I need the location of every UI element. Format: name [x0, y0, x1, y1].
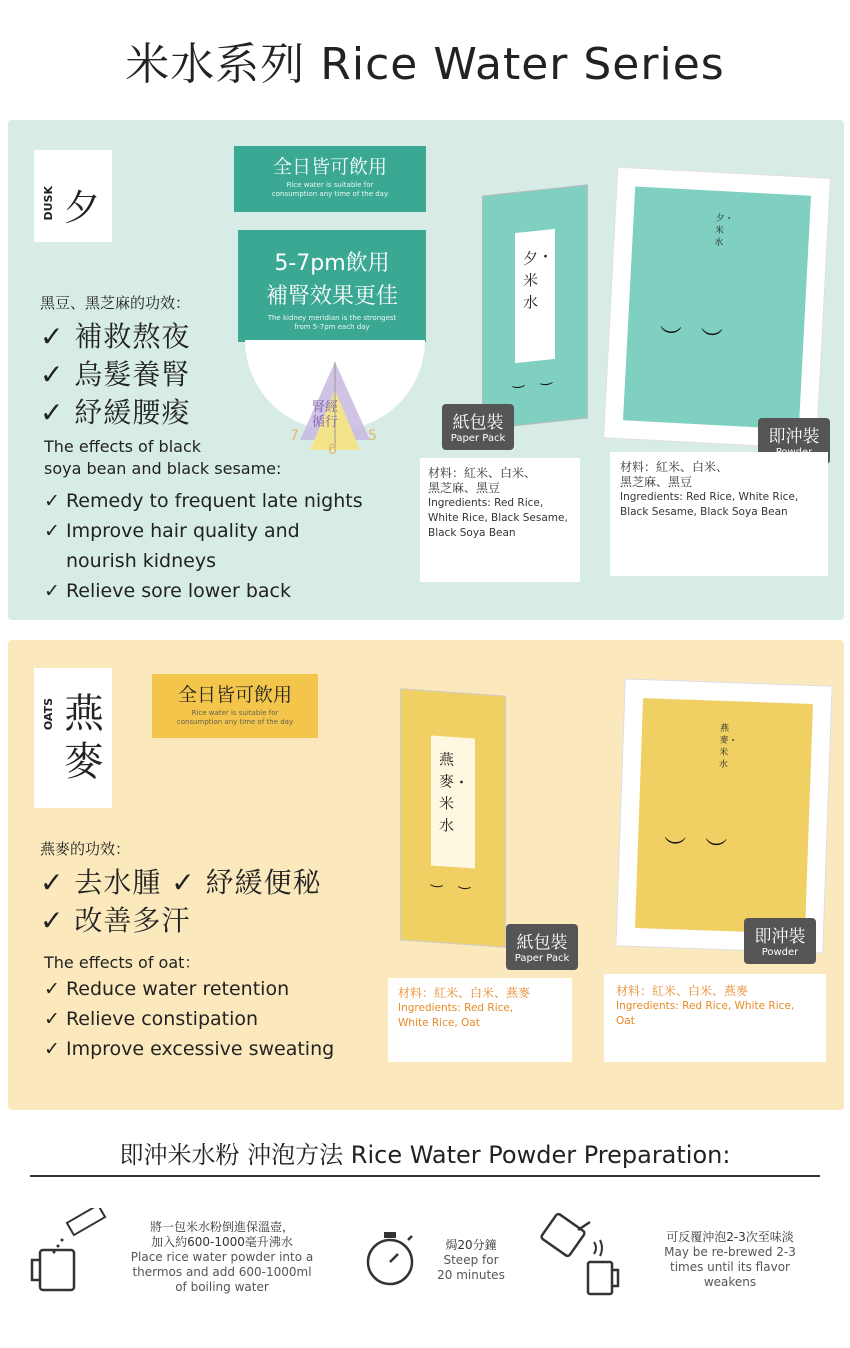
dusk-effects-en-header-2: soya bean and black sesame:: [44, 459, 282, 478]
prep-step-1-zh-2: 加入約600-1000毫升沸水: [151, 1235, 293, 1249]
dusk-powder-ingredients: [610, 452, 828, 576]
oats-powder-pack-image: [615, 678, 832, 953]
oats-pack-ing-en-1: Ingredients: Red Rice,: [398, 1002, 514, 1014]
oats-powder-label: [744, 918, 816, 964]
prep-step-2: [426, 1238, 516, 1283]
oats-pack-ing-en-2: White Rice, Oat: [398, 1017, 480, 1029]
oats-effects-zh-header: 燕麥的功效：: [40, 840, 131, 858]
dusk-paper-pack-zh: 紙包裝: [452, 413, 504, 433]
oats-tag-en: OATS: [42, 698, 55, 731]
dusk-effect-zh-2: ✓ 烏髮養腎: [40, 358, 191, 391]
oats-paper-pack-zh: 紙包裝: [516, 933, 568, 953]
oats-box-text: 燕麥・米水: [439, 750, 470, 836]
oats-effects-en-header: The effects of oat：: [44, 953, 201, 972]
oats-effect-zh-1: ✓ 去水腫 ✓ 紓緩便秘: [40, 866, 322, 899]
dusk-box-eyes: ‿ ‿: [513, 368, 558, 390]
oats-anytime-zh: 全日皆可飲用: [177, 684, 292, 706]
prep-step-2-zh: 焗20分鐘: [445, 1238, 497, 1252]
dusk-pack-ing-zh-2: 黑芝麻、黑豆: [428, 481, 501, 495]
prep-step-1-en-2: thermos and add 600-1000ml: [132, 1265, 312, 1279]
dusk-powder-eyes: ︶ ︶: [658, 325, 729, 354]
oats-powder-zh: 即沖裝: [754, 927, 806, 947]
sachet-thermos-icon: [28, 1208, 108, 1298]
dusk-effects-en-header: [44, 436, 281, 480]
prep-step-1-zh-1: 將一包米水粉倒進保溫壺，: [149, 1220, 294, 1234]
dusk-tag-en: DUSK: [42, 186, 55, 221]
prep-step-2-en-1: Steep for: [443, 1253, 499, 1267]
dusk-powder-zh: 即沖裝: [768, 427, 820, 447]
dusk-tag: [34, 150, 112, 242]
oats-paper-pack-label: [506, 924, 578, 970]
oats-effects-zh: [40, 864, 322, 940]
dusk-powder-ing-zh-1: 材料：紅米、白米、: [620, 460, 729, 474]
dusk-powder-ing-en-2: Black Sesame, Black Soya Bean: [620, 506, 788, 518]
oats-powder-eyes: ︶ ︶: [663, 835, 734, 864]
dusk-evening-en: The kidney meridian is the strongest from 5-7pm each day: [267, 314, 397, 331]
prep-title: 即沖米水粉 沖泡方法 Rice Water Powder Preparation:: [119, 1141, 731, 1169]
oats-effects-en: [44, 974, 334, 1064]
clock-5: 5: [368, 428, 377, 444]
prep-step-3: [630, 1230, 830, 1290]
oats-powder-ing-en-1: Ingredients: Red Rice, White Rice,: [616, 1000, 795, 1012]
dusk-anytime-en: Rice water is suitable for consumption any time of the day: [271, 181, 389, 198]
dusk-anytime-badge: [234, 146, 426, 212]
prep-step-2-en-2: 20 minutes: [437, 1268, 505, 1282]
dusk-box-text: 夕・米水: [523, 247, 554, 313]
dusk-paper-pack-en: Paper Pack: [450, 433, 506, 444]
clock-7: 7: [290, 428, 299, 444]
oats-effect-en-1: ✓ Reduce water retention: [44, 978, 290, 1000]
prep-step-1-en-3: of boiling water: [175, 1280, 269, 1294]
dusk-effects-zh-header: 黑豆、黑芝麻的功效：: [40, 294, 191, 312]
oats-powder-box-text: 燕麥・米水: [718, 723, 738, 771]
dusk-evening-zh-1: 5-7pm飲用: [274, 251, 390, 276]
dusk-pack-ing-en-2: White Rice, Black Sesame,: [428, 512, 568, 524]
oats-powder-ing-en-2: Oat: [616, 1015, 635, 1027]
oats-pack-ing-zh: 材料：紅米、白米、燕麥: [398, 986, 531, 1000]
oats-anytime-badge: [152, 674, 318, 738]
dusk-powder-pack-image: [603, 167, 831, 450]
dusk-anytime-zh: 全日皆可飲用: [272, 156, 387, 178]
dusk-pack-ing-zh-1: 材料：紅米、白米、: [428, 466, 537, 480]
pour-cup-icon: [538, 1210, 622, 1300]
oats-paper-pack-en: Paper Pack: [514, 953, 570, 964]
dusk-effect-zh-3: ✓ 紓緩腰痠: [40, 396, 191, 429]
prep-step-3-en-3: weakens: [703, 1275, 757, 1289]
oats-powder-ingredients: [604, 974, 826, 1062]
dusk-effects-en: [44, 486, 363, 606]
clock-label: [310, 400, 340, 430]
oats-box-eyes: ‿ ‿: [431, 871, 476, 891]
oats-effect-zh-2: ✓ 改善多汗: [40, 904, 191, 937]
prep-step-3-en-1: May be re-brewed 2-3: [664, 1245, 796, 1259]
oats-tag: [34, 668, 112, 808]
prep-step-1: [112, 1220, 332, 1295]
oats-powder-en: Powder: [761, 947, 799, 958]
dusk-effects-en-header-1: The effects of black: [44, 437, 202, 456]
prep-step-3-zh: 可反覆沖泡2-3次至味淡: [666, 1230, 794, 1244]
oats-anytime-en: Rice water is suitable for consumption any time of the day: [176, 709, 294, 726]
dusk-effects-zh: [40, 318, 190, 432]
dusk-powder-ing-zh-2: 黑芝麻、黑豆: [620, 475, 693, 489]
dusk-powder-ing-en-1: Ingredients: Red Rice, White Rice,: [620, 491, 799, 503]
prep-step-3-en-2: times until its flavor: [670, 1260, 790, 1274]
dusk-effect-en-3: nourish kidneys: [66, 550, 216, 572]
dusk-effect-en-4: ✓ Relieve sore lower back: [44, 580, 291, 602]
oats-effect-en-2: ✓ Relieve constipation: [44, 1008, 259, 1030]
dusk-paper-pack-ingredients: [420, 458, 580, 582]
clock-label-1: 腎經: [311, 400, 338, 415]
clock-label-2: 循行: [311, 415, 338, 430]
dusk-effect-en-2: ✓ Improve hair quality and: [44, 520, 300, 542]
dusk-paper-pack-label: [442, 404, 514, 450]
timer-icon: [362, 1226, 422, 1290]
oats-powder-ing-zh: 材料：紅米、白米、燕麥: [616, 984, 749, 998]
oats-effect-en-3: ✓ Improve excessive sweating: [44, 1038, 335, 1060]
dusk-powder-box-text: 夕・米水: [714, 213, 734, 249]
dusk-evening-zh-2: 補腎效果更佳: [265, 284, 398, 309]
dusk-paper-pack-image: [482, 184, 588, 429]
page-title: 米水系列 Rice Water Series: [125, 39, 725, 90]
dusk-pack-ing-en-3: Black Soya Bean: [428, 527, 516, 539]
oats-paper-pack-ingredients: [388, 978, 572, 1062]
dusk-effect-en-1: ✓ Remedy to frequent late nights: [44, 490, 363, 512]
prep-divider: [30, 1175, 820, 1177]
clock-6: 6: [328, 442, 337, 458]
oats-paper-pack-image: [400, 688, 506, 947]
oats-tag-zh: 燕麥: [64, 691, 104, 785]
dusk-effect-zh-1: ✓ 補救熬夜: [40, 320, 191, 353]
prep-step-1-en-1: Place rice water powder into a: [130, 1250, 314, 1264]
dusk-pack-ing-en-1: Ingredients: Red Rice,: [428, 497, 544, 509]
dusk-tag-zh: 夕: [64, 188, 101, 229]
